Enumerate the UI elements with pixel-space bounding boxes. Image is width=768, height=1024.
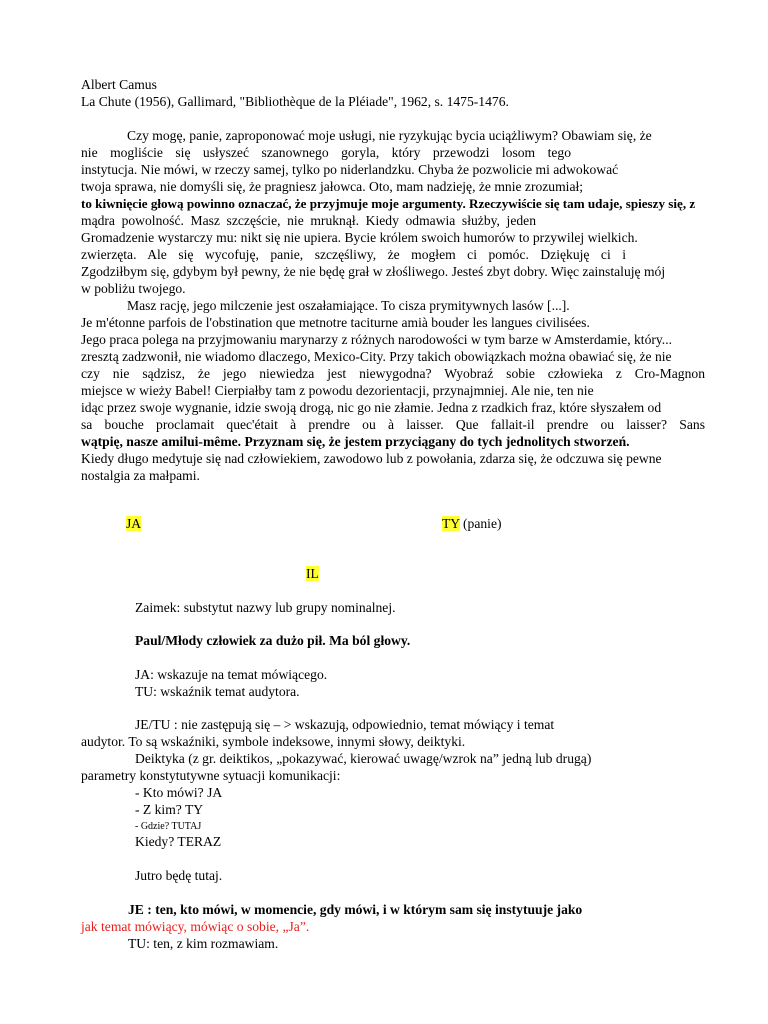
- ty-suffix: (panie): [459, 516, 502, 531]
- note-question-with-whom: - Z kim? TY: [135, 802, 204, 817]
- ty-highlight: TY: [442, 516, 460, 531]
- note-zaimek: Zaimek: substytut nazwy lub grupy nominalnej.: [135, 600, 396, 615]
- note-je-definition: JE : ten, kto mówi, w momencie, gdy mówi, i w którym sam się instytuuje jako: [128, 902, 583, 917]
- pronoun-ja-label: [126, 515, 141, 532]
- passage-line: Masz rację, jego milczenie jest oszałamiające. To cisza prymitywnych lasów [...].: [127, 298, 570, 313]
- source-line: La Chute (1956), Gallimard, "Bibliothèque de la Pléiade", 1962, s. 1475-1476.: [81, 94, 509, 109]
- passage-line: Kiedy długo medytuje się nad człowiekiem, zawodowo lub z powołania, zdarza się, że odczuwa się pewne: [81, 451, 662, 466]
- passage-line-bold: wątpię, nasze amilui-même. Przyznam się, że jestem przyciągany do tych jednolitych stworzeń.: [81, 434, 630, 449]
- pronoun-ty-label: [442, 515, 502, 532]
- passage-line: zwierzęta. Ale się wycofuję, panie, szczęśliwy, że mogłem ci pomóc. Dziękuję ci i: [81, 247, 626, 262]
- il-highlight: IL: [306, 566, 319, 581]
- passage-line: mądra powolność. Masz szczęście, nie mruknął. Kiedy odmawia służby, jeden: [81, 213, 536, 228]
- passage-line: twoja sprawa, nie domyśli się, że pragniesz jałowca. Oto, mam nadzieję, że mnie zrozumiał;: [81, 179, 584, 194]
- note-question-where: - Gdzie? TUTAJ: [135, 821, 202, 832]
- note-question-who: - Kto mówi? JA: [135, 785, 223, 800]
- note-deiktyka-line: parametry konstytutywne sytuacji komunikacji:: [81, 768, 341, 783]
- passage-line: miejsce w wieży Babel! Cierpiałby tam z powodu dezorientacji, przynajmniej. Ale nie, ten nie: [81, 383, 594, 398]
- ja-highlight: JA: [126, 516, 142, 531]
- passage-line: czy nie sądzisz, że jego niewiedza jest niewygodna? Wyobraź sobie człowieka z Cro-Magnon: [81, 366, 705, 381]
- author-line: Albert Camus: [81, 77, 157, 92]
- passage-line: w pobliżu twojego.: [81, 281, 186, 296]
- passage-line: Je m'étonne parfois de l'obstination que metnotre taciturne amià bouder les langues civilisées.: [81, 315, 590, 330]
- note-jetu-line: audytor. To są wskaźniki, symbole indeksowe, innymi słowy, deiktyki.: [81, 734, 466, 749]
- note-tu-final: TU: ten, z kim rozmawiam.: [128, 936, 279, 951]
- passage-line: idąc przez swoje wygnanie, idzie swoją drogą, nic go nie złamie. Jedna z rzadkich fraz, które słyszałem od: [81, 400, 662, 415]
- note-example: Paul/Młody człowiek za dużo pił. Ma ból głowy.: [135, 633, 411, 648]
- note-ja-definition: JA: wskazuje na temat mówiącego.: [135, 667, 328, 682]
- note-question-when: Kiedy? TERAZ: [135, 834, 222, 849]
- note-jetu-line: JE/TU : nie zastępują się – > wskazują, odpowiednio, temat mówiący i temat: [135, 717, 555, 732]
- passage-line: nostalgia za małpami.: [81, 468, 200, 483]
- pronoun-il-label: [306, 565, 319, 582]
- passage-line: instytucja. Nie mówi, w rzeczy samej, tylko po niderlandzku. Chyba że pozwolicie mi adwokować: [81, 162, 619, 177]
- note-deiktyka-line: Deiktyka (z gr. deiktikos, „pokazywać, kierować uwagę/wzrok na” jedną lub drugą): [135, 751, 592, 766]
- note-tu-definition: TU: wskaźnik temat audytora.: [135, 684, 300, 699]
- passage-line: Jego praca polega na przyjmowaniu marynarzy z różnych narodowości w tym barze w Amsterdamie, który...: [81, 332, 672, 347]
- note-example-tomorrow: Jutro będę tutaj.: [135, 868, 223, 883]
- passage-line: zresztą zadzwonił, nie wiadomo dlaczego, Mexico-City. Przy takich obowiązkach można obawiać się, że nie: [81, 349, 672, 364]
- note-je-definition-red: jak temat mówiący, mówiąc o sobie, „Ja”.: [81, 919, 310, 934]
- passage-line-bold: to kiwnięcie głową powinno oznaczać, że przyjmuje moje argumenty. Rzeczywiście się tam udaje, spieszy się, z: [81, 196, 696, 211]
- passage-line: Gromadzenie wystarczy mu: nikt się nie upiera. Bycie królem swoich humorów to przywilej wielkich.: [81, 230, 638, 245]
- passage-line: sa bouche proclamait quec'était à prendre ou à laisser. Que fallait-il prendre ou laisser? Sans: [81, 417, 705, 432]
- passage-line: Zgodziłbym się, gdybym był pewny, że nie będę grał w złośliwego. Jesteś zbyt dobry. Więc zainstaluję mój: [81, 264, 666, 279]
- passage-line: Czy mogę, panie, zaproponować moje usługi, nie ryzykując bycia uciążliwym? Obawiam się, że: [127, 128, 652, 143]
- passage-line: nie mogliście się usłyszeć szanownego goryla, który przewodzi losom tego: [81, 145, 571, 160]
